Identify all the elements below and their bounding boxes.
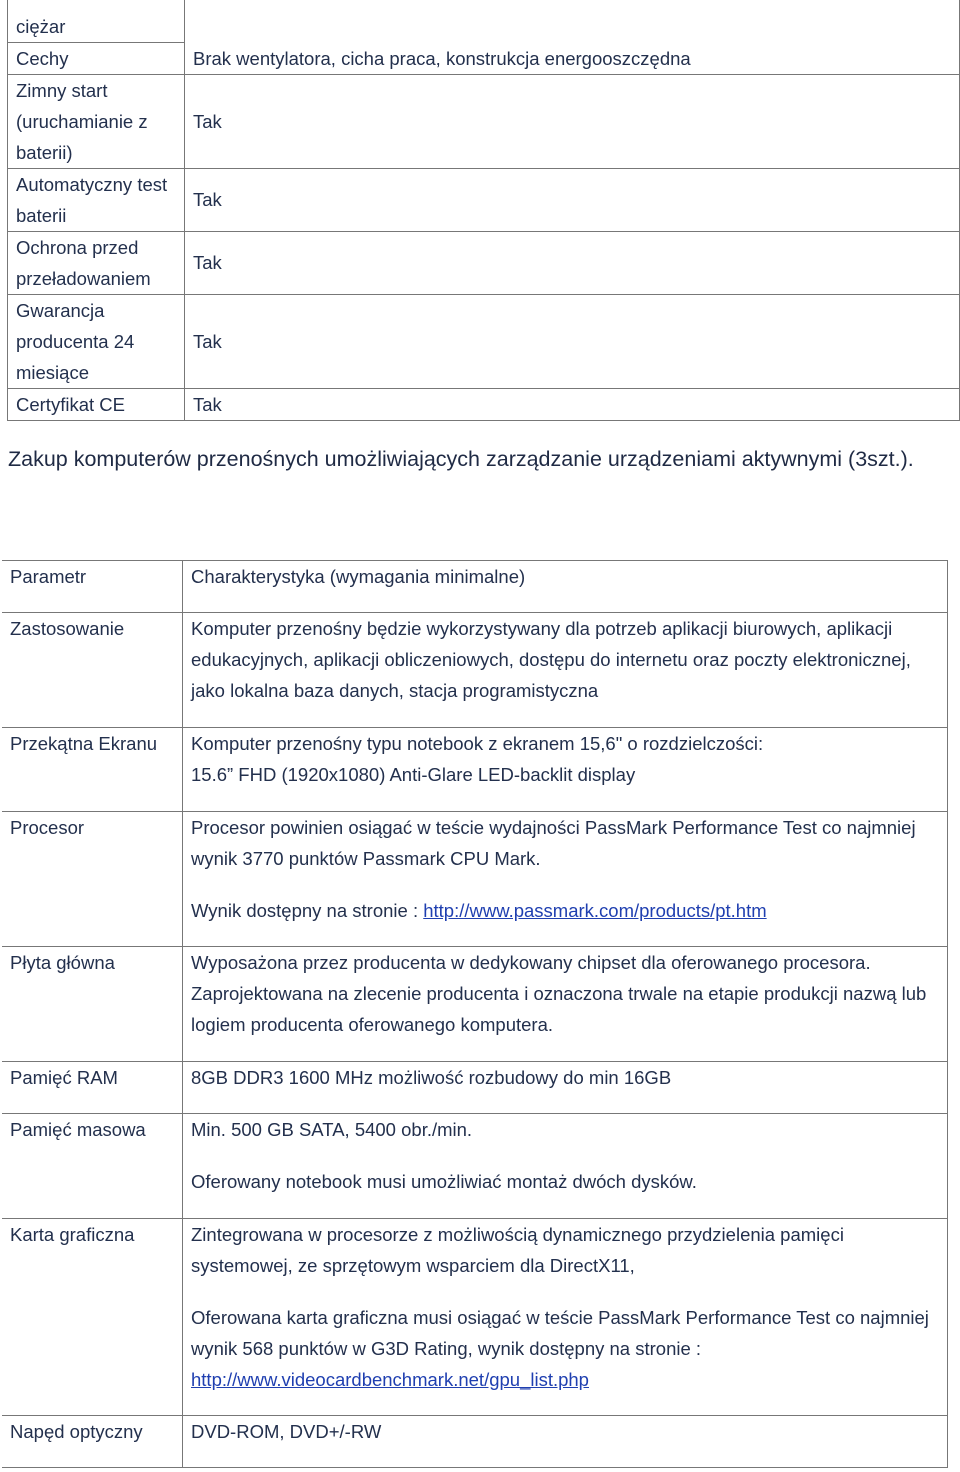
param-cell <box>2 728 183 812</box>
param-label: Płyta główna <box>10 952 115 973</box>
param-cell <box>8 74 185 168</box>
value-cell <box>185 388 960 420</box>
param-cell <box>8 168 185 231</box>
value-text: Tak <box>193 110 222 132</box>
param-label: Pamięć RAM <box>10 1067 118 1088</box>
value-text: Zintegrowana w procesorze z możliwością dynamicznego przydzielenia pamięci systemowej, ze sprzętowym wsparciem dla DirectX11, <box>191 1224 844 1276</box>
param-header: Parametr <box>10 566 87 587</box>
value-text: Komputer przenośny będzie wykorzystywany dla potrzeb aplikacji biurowych, aplikacji edukacyjnych, aplikacji obliczeniowych, dostępu do internetu oraz poczty elektronicznej, jako lokalna baza danych, stacja programistyczna <box>191 618 911 701</box>
param-label: Gwarancja producenta 24 miesiące <box>16 299 135 383</box>
table-row <box>8 294 960 388</box>
section-heading: Zakup komputerów przenośnych umożliwiających zarządzanie urządzeniami aktywnymi (3szt.). <box>8 447 914 471</box>
value-text: Brak wentylatora, cicha praca, konstrukcja energooszczędna <box>193 47 691 69</box>
table-row <box>2 561 948 613</box>
value-cell <box>185 231 960 294</box>
param-label: Automatyczny test baterii <box>16 173 168 226</box>
table-row <box>2 947 948 1062</box>
value-text: Min. 500 GB SATA, 5400 obr./min. <box>191 1119 473 1140</box>
value-text: 15.6” FHD (1920x1080) Anti-Glare LED-backlit display <box>191 764 636 785</box>
value-cell <box>185 168 960 231</box>
top-spec-table <box>7 0 960 421</box>
param-label: Pamięć masowa <box>10 1119 146 1140</box>
param-cell <box>2 613 183 728</box>
param-cell <box>2 1062 183 1114</box>
table-row <box>2 728 948 812</box>
param-label: Procesor <box>10 817 85 838</box>
value-header: Charakterystyka (wymagania minimalne) <box>191 566 526 587</box>
param-label: Zimny start (uruchamianie z baterii) <box>16 79 148 163</box>
value-cell <box>183 1219 948 1416</box>
videocard-benchmark-link[interactable]: http://www.videocardbenchmark.net/gpu_list.php <box>191 1369 589 1390</box>
table-row <box>8 168 960 231</box>
value-cell <box>185 74 960 168</box>
value-text: Tak <box>193 393 222 415</box>
laptop-spec-table <box>2 560 948 1468</box>
value-text: Tak <box>193 252 222 273</box>
table-row <box>2 613 948 728</box>
value-cell <box>185 0 960 74</box>
param-label: Cechy <box>16 47 69 69</box>
table-row <box>8 231 960 294</box>
table-row <box>2 1416 948 1468</box>
value-cell <box>183 561 948 613</box>
value-cell <box>183 1114 948 1219</box>
value-cell <box>185 294 960 388</box>
value-text <box>191 1364 939 1395</box>
value-text <box>191 895 939 926</box>
value-text: Tak <box>193 330 222 352</box>
param-cell <box>2 1416 183 1468</box>
table-row <box>8 74 960 168</box>
value-text: 8GB DDR3 1600 MHz możliwość rozbudowy do min 16GB <box>191 1067 672 1088</box>
value-cell <box>183 1062 948 1114</box>
param-label: Napęd optyczny <box>10 1421 143 1442</box>
table-row <box>8 388 960 420</box>
param-label: Ochrona przed przeładowaniem <box>16 236 151 289</box>
table-row <box>2 1114 948 1219</box>
param-cell <box>2 561 183 613</box>
value-cell <box>183 812 948 947</box>
param-label: Karta graficzna <box>10 1224 135 1245</box>
param-cell <box>8 294 185 388</box>
param-label: Przekątna Ekranu <box>10 733 158 754</box>
value-text: Tak <box>193 189 222 210</box>
param-label: ciężar <box>16 15 66 37</box>
value-cell <box>183 613 948 728</box>
param-cell <box>8 42 185 74</box>
value-cell <box>183 947 948 1062</box>
value-text: DVD-ROM, DVD+/-RW <box>191 1421 382 1442</box>
value-text: Komputer przenośny typu notebook z ekranem 15,6" o rozdzielczości: <box>191 733 764 754</box>
param-cell <box>8 0 185 42</box>
param-cell <box>2 947 183 1062</box>
param-cell <box>8 388 185 420</box>
param-cell <box>8 231 185 294</box>
param-label: Certyfikat CE <box>16 393 125 415</box>
value-cell <box>183 728 948 812</box>
table-row <box>2 812 948 947</box>
passmark-link[interactable]: http://www.passmark.com/products/pt.htm <box>423 900 767 921</box>
value-text: Wyposażona przez producenta w dedykowany chipset dla oferowanego procesora. Zaprojektowana na zlecenie producenta i oznaczona trwale na etapie produkcji nazwą lub logiem producenta oferowanego komputera. <box>191 952 927 1035</box>
value-text: Oferowana karta graficzna musi osiągać w teście PassMark Performance Test co najmniej wynik 568 punktów w G3D Rating, wynik dostępny na stronie : <box>191 1307 929 1359</box>
table-row <box>2 1062 948 1114</box>
param-cell <box>2 1219 183 1416</box>
table-row <box>8 0 960 42</box>
table-row <box>2 1219 948 1416</box>
param-label: Zastosowanie <box>10 618 125 639</box>
value-cell <box>183 1416 948 1468</box>
param-cell <box>2 1114 183 1219</box>
value-text: Oferowany notebook musi umożliwiać montaż dwóch dysków. <box>191 1171 697 1192</box>
param-cell <box>2 812 183 947</box>
link-prefix: Wynik dostępny na stronie : <box>191 900 424 921</box>
value-text: Procesor powinien osiągać w teście wydajności PassMark Performance Test co najmniej wynik 3770 punktów Passmark CPU Mark. <box>191 817 916 869</box>
